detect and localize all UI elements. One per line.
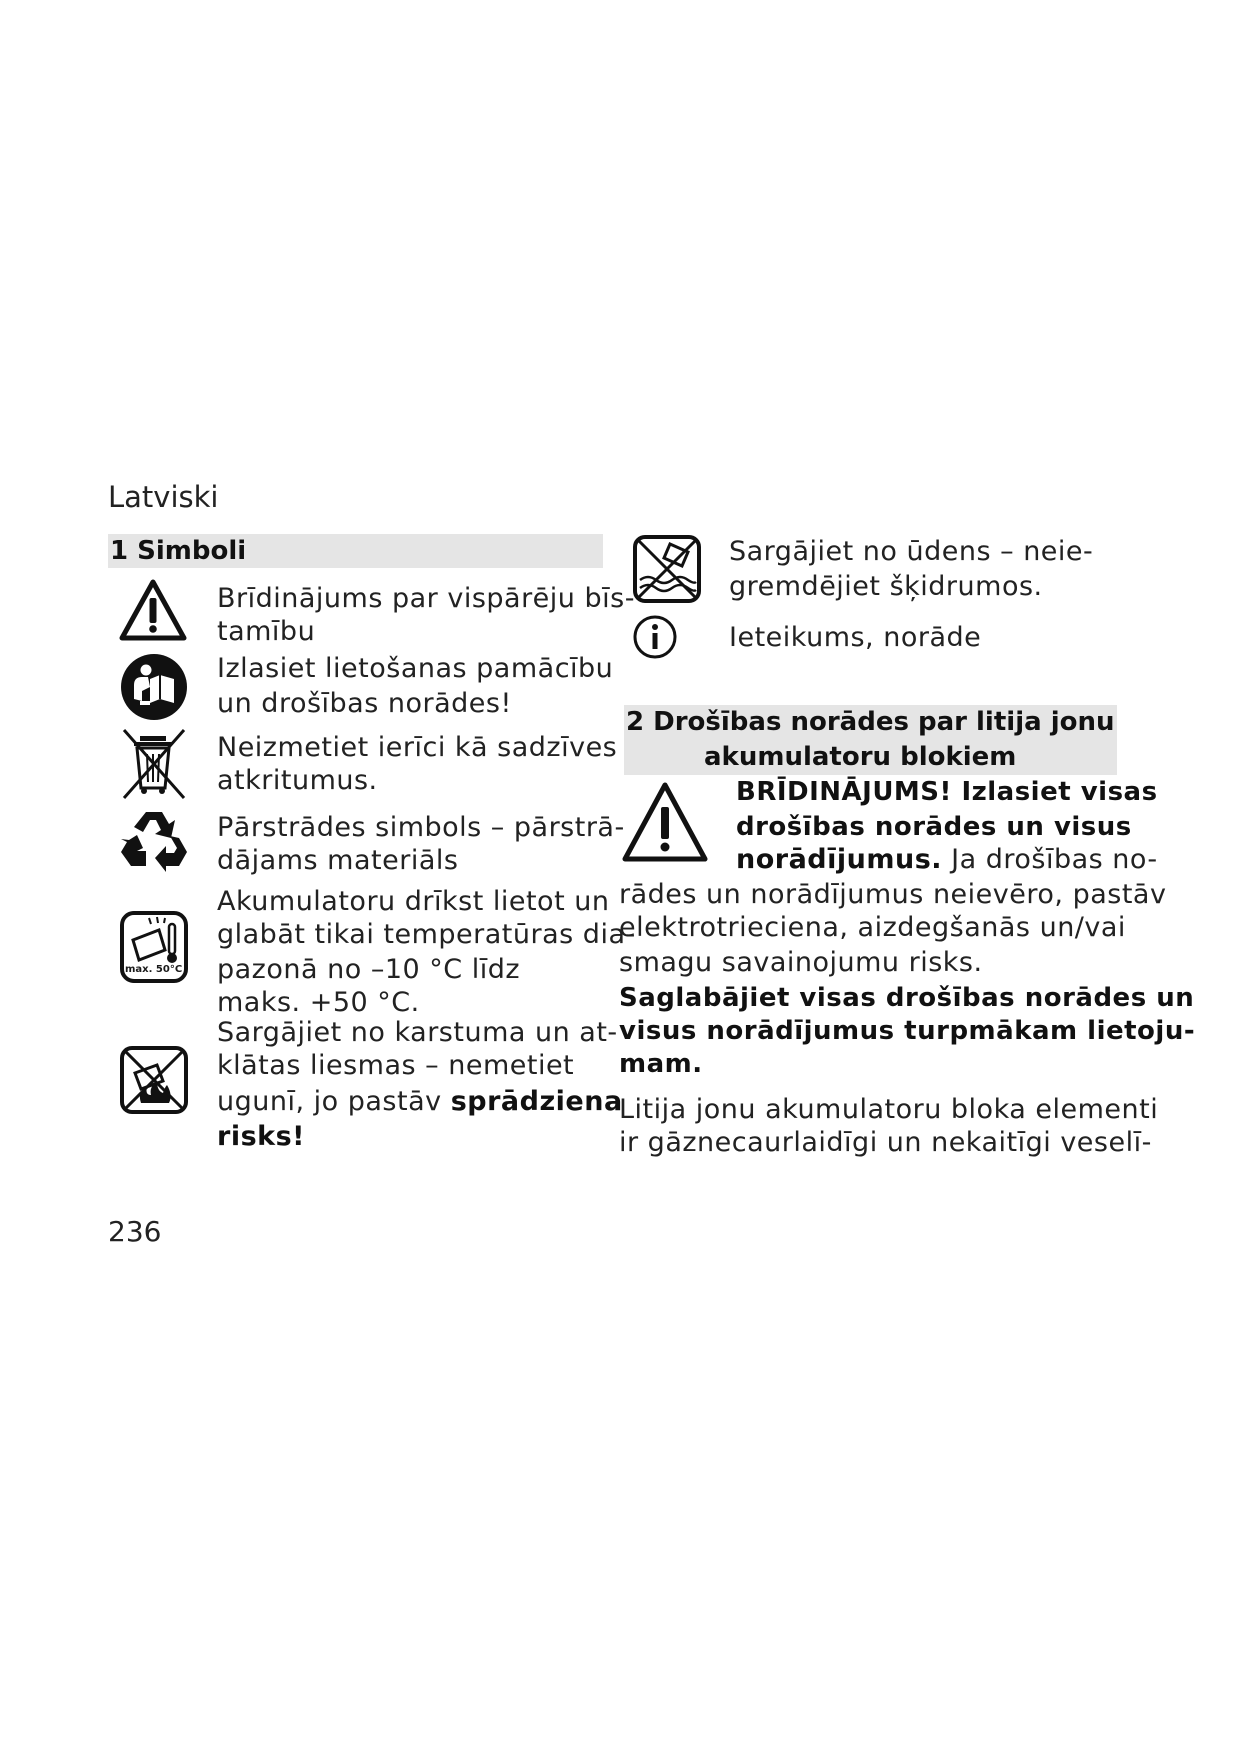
symbol-text-read-manual: Izlasiet lietošanas pamācību un drošības norādes! (217, 653, 614, 719)
warning-line-3: norādījumus. Ja drošības no- (736, 844, 1158, 875)
symbol-text-warning: Brīdinājums par vispārēju bīs- tamību (217, 583, 635, 647)
language-label: Latviski (108, 480, 219, 514)
temperature-icon-label: max. 50°C (125, 964, 183, 975)
lithium-paragraph: Litija jonu akumulatoru bloka elementi ir gāznecaurlaidīgi un nekaitīgi veselī- (619, 1094, 1159, 1158)
warning-triangle-icon (118, 578, 188, 642)
recycle-icon (119, 806, 189, 874)
keep-instructions: Saglabājiet visas drošības norādes un visus norādījumus turpmākam lietoju- mam. (619, 983, 1196, 1079)
symbol-text-info: Ieteikums, norāde (729, 622, 982, 653)
warning-heading: BRĪDINĀJUMS! Izlasiet visas drošības norādes un visus (736, 777, 1158, 842)
crossed-bin-icon (120, 728, 188, 802)
symbol-text-disposal: Neizmetiet ierīci kā sadzīves atkritumus. (217, 732, 618, 796)
no-fire-icon (119, 1045, 189, 1115)
symbol-text-recycle: Pārstrādes simbols – pārstrā- dājams materiāls (217, 812, 625, 876)
symbol-text-water: Sargājiet no ūdens – neie- gremdējiet šķidrumos. (729, 536, 1094, 602)
symbol-text-fire: Sargājiet no karstuma un at- klātas liesmas – nemetiet ugunī, jo pastāv sprādziena risks! (217, 1017, 623, 1152)
section-1-heading: 1 Simboli (108, 534, 603, 568)
info-icon (632, 614, 678, 660)
section-2-heading: 2 Drošības norādes par litija jonu akumulatoru blokiem (624, 705, 1117, 775)
read-manual-icon (120, 653, 188, 721)
temperature-icon (119, 910, 189, 984)
warning-body: rādes un norādījumus neievēro, pastāv elektrotrieciena, aizdegšanās un/vai smagu savainojumu risks. (619, 879, 1167, 978)
symbol-text-temperature: Akumulatoru drīkst lietot un glabāt tikai temperatūras dia- pazonā no –10 °C līdz maks. +50 °C. (217, 886, 636, 1018)
warning-triangle-icon (620, 780, 710, 864)
no-water-icon (632, 534, 702, 604)
page-number: 236 (108, 1215, 162, 1248)
